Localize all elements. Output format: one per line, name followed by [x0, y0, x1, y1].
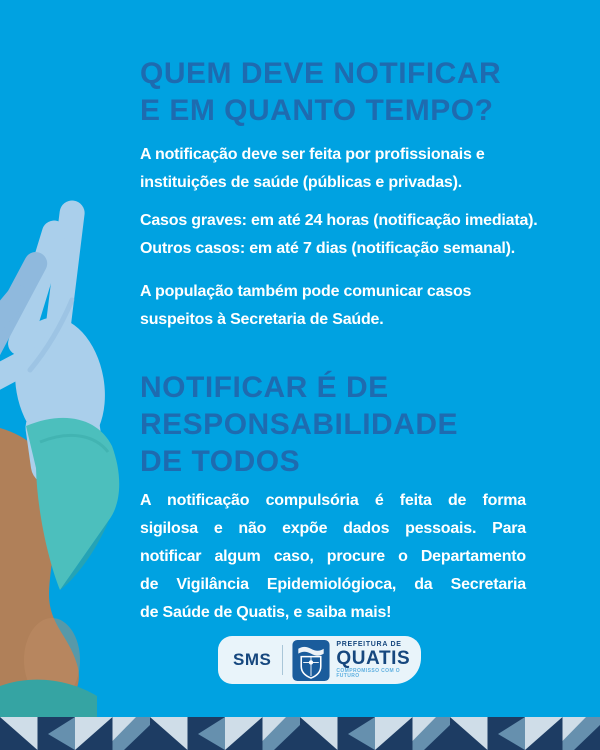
prefeitura-de-label: PREFEITURA DE: [336, 641, 402, 648]
section1-paragraph-1: [140, 141, 485, 197]
decorative-pattern-strip: [0, 717, 600, 750]
heading-line: DE TODOS: [140, 445, 301, 478]
quatis-label: QUATIS: [336, 648, 411, 669]
heading-line: QUEM DEVE NOTIFICAR: [140, 57, 502, 90]
heading-line: E EM QUANTO TEMPO?: [140, 94, 494, 127]
body-line: A notificação deve ser feita por profissionais e: [140, 146, 485, 163]
quatis-coat-of-arms-icon: [292, 640, 330, 681]
body-line: notificar algum caso, procure o Departamento: [140, 548, 526, 565]
section1-paragraph-3: [140, 278, 471, 334]
section2-heading: [140, 369, 458, 480]
heading-line: NOTIFICAR É DE: [140, 371, 389, 404]
section1-paragraph-2: [140, 207, 538, 263]
sms-label: SMS: [233, 650, 272, 669]
body-line: de Saúde de Quatis, e saiba mais!: [140, 604, 392, 621]
org-name-block: [336, 641, 413, 679]
body-line: Outros casos: em até 7 dias (notificação semanal).: [140, 240, 516, 257]
heading-line: RESPONSABILIDADE: [140, 408, 459, 441]
body-line: de Vigilância Epidemiológioca, da Secretaria: [140, 576, 526, 593]
tagline-label: COMPROMISSO COM O FUTURO: [336, 668, 401, 679]
section2-paragraph: [140, 487, 526, 627]
body-line: sigilosa e não expõe dados pessoais. Para: [140, 520, 526, 537]
body-line: suspeitos à Secretaria de Saúde.: [140, 311, 384, 328]
section1-heading: [140, 55, 501, 129]
body-line: Casos graves: em até 24 horas (notificação imediata).: [140, 212, 538, 229]
body-line: A notificação compulsória é feita de forma: [140, 492, 526, 509]
body-line: A população também pode comunicar casos: [140, 283, 472, 300]
body-line: instituições de saúde (públicas e privadas).: [140, 174, 462, 191]
badge-divider: [282, 645, 283, 675]
footer-logo-badge: [218, 636, 421, 684]
